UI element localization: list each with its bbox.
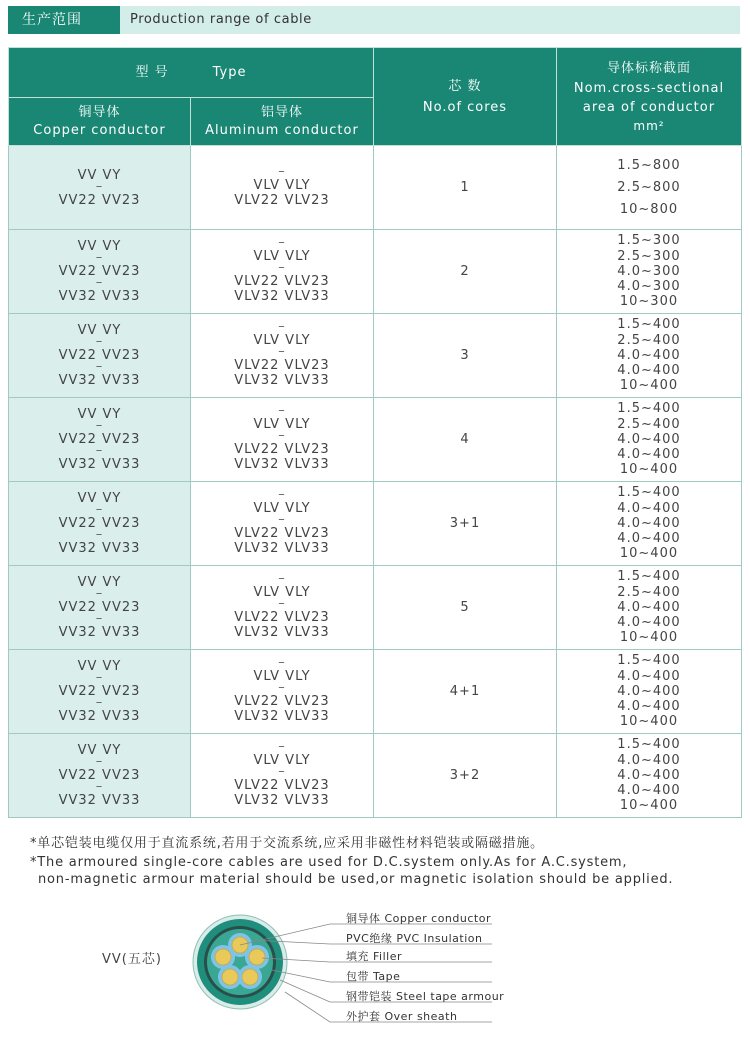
dash-mark: – (95, 418, 104, 433)
copper-model: VV VY (77, 743, 122, 758)
section-range: 1.5~400 (617, 569, 681, 585)
aluminum-header: 铝导体 Aluminum conductor (191, 98, 374, 146)
table-row (9, 146, 742, 230)
copper-model: VV22 VV23 (58, 768, 141, 783)
aluminum-model: VLV22 VLV23 (234, 778, 330, 793)
aluminum-model: VLV32 VLV33 (234, 709, 330, 724)
section-range: 2.5~800 (617, 179, 681, 195)
dash-mark: – (95, 275, 104, 290)
copper-model: VV22 VV23 (58, 600, 141, 615)
callout-label: 外护套 Over sheath (346, 1010, 458, 1023)
table-row (9, 566, 742, 650)
aluminum-cell (191, 314, 374, 398)
copper-model: VV VY (77, 659, 122, 674)
section-range: 1.5~800 (617, 157, 681, 173)
section-range: 4.0~400 (617, 500, 681, 516)
aluminum-model: VLV VLY (253, 753, 311, 768)
section-range: 10~300 (619, 294, 679, 310)
copper-model: VV VY (77, 167, 122, 183)
dash-mark: – (278, 739, 286, 754)
note-cn: *单芯铠装电缆仅用于直流系统,若用于交流系统,应采用非磁性材料铠装或隔磁措施。 (30, 836, 544, 851)
cores-cell: 4+1 (374, 650, 557, 734)
copper-cell (9, 230, 191, 314)
section-range: 2.5~300 (617, 248, 681, 264)
aluminum-model: VLV VLY (253, 585, 311, 600)
aluminum-model: VLV VLY (253, 249, 311, 264)
section-range: 4.0~300 (617, 263, 681, 279)
aluminum-model: VLV22 VLV23 (234, 358, 330, 373)
copper-cell (9, 398, 191, 482)
copper-model: VV VY (77, 323, 122, 338)
section-cell (557, 566, 742, 650)
aluminum-cell (191, 734, 374, 818)
section-range: 10~400 (619, 798, 679, 814)
aluminum-model: VLV32 VLV33 (234, 457, 330, 472)
dash-mark: – (95, 334, 104, 349)
copper-model: VV22 VV23 (58, 684, 141, 699)
callout-label: 钢带铠装 Steel tape armour (346, 990, 505, 1003)
section-subtitle: Production range of cable (130, 12, 312, 27)
section-header-cell: 导体标称截面 Nom.cross-sectional area of conductor mm² (557, 48, 742, 146)
section-range: 4.0~400 (617, 447, 681, 463)
aluminum-model: VLV22 VLV23 (234, 526, 330, 541)
copper-cell (9, 482, 191, 566)
dash-mark: – (278, 163, 286, 179)
section-cell (557, 314, 742, 398)
section-range: 4.0~400 (617, 615, 681, 631)
copper-header: 铜导体 Copper conductor (9, 98, 191, 146)
section-cell (557, 650, 742, 734)
section-cell (557, 398, 742, 482)
conductor-4 (222, 969, 238, 985)
aluminum-cell (191, 146, 374, 230)
aluminum-model: VLV32 VLV33 (234, 373, 330, 388)
section-range: 10~400 (619, 546, 679, 562)
dash-mark: – (278, 319, 286, 334)
aluminum-model: VLV32 VLV33 (234, 541, 330, 556)
aluminum-cell (191, 482, 374, 566)
section-cell (557, 146, 742, 230)
copper-model: VV22 VV23 (58, 348, 141, 363)
section-range: 4.0~400 (617, 783, 681, 799)
table-row (9, 650, 742, 734)
aluminum-model: VLV22 VLV23 (234, 192, 330, 208)
table-row (9, 482, 742, 566)
aluminum-model: VLV32 VLV33 (234, 793, 330, 808)
section-range: 1.5~400 (617, 485, 681, 501)
dash-mark: – (278, 428, 286, 443)
section-cell (557, 482, 742, 566)
conductor-3 (242, 969, 258, 985)
section-range: 4.0~400 (617, 431, 681, 447)
aluminum-model: VLV VLY (253, 501, 311, 516)
dash-mark: – (95, 695, 104, 710)
section-range: 4.0~400 (617, 515, 681, 531)
aluminum-cell (191, 650, 374, 734)
section-range: 4.0~400 (617, 531, 681, 547)
dash-mark: – (278, 571, 286, 586)
copper-cell (9, 146, 191, 230)
section-range: 4.0~400 (617, 363, 681, 379)
aluminum-model: VLV22 VLV23 (234, 694, 330, 709)
table-row (9, 734, 742, 818)
cores-cell: 3+1 (374, 482, 557, 566)
dash-mark: – (278, 344, 286, 359)
cores-cell: 5 (374, 566, 557, 650)
aluminum-model: VLV32 VLV33 (234, 625, 330, 640)
section-range: 4.0~400 (617, 699, 681, 715)
conductor-5 (215, 949, 231, 965)
section-range: 10~800 (619, 201, 679, 217)
dash-mark: – (278, 764, 286, 779)
aluminum-cell (191, 398, 374, 482)
aluminum-cell (191, 566, 374, 650)
section-cell (557, 230, 742, 314)
dash-mark: – (278, 680, 286, 695)
cores-cell: 2 (374, 230, 557, 314)
copper-model: VV32 VV33 (58, 373, 141, 388)
diagram-label: VV(五芯) (102, 952, 162, 967)
aluminum-model: VLV22 VLV23 (234, 610, 330, 625)
dash-mark: – (95, 670, 104, 685)
copper-model: VV VY (77, 575, 122, 590)
section-range: 10~400 (619, 462, 679, 478)
copper-cell (9, 314, 191, 398)
section-range: 4.0~400 (617, 599, 681, 615)
copper-model: VV VY (77, 491, 122, 506)
dash-mark: – (278, 487, 286, 502)
table-row (9, 230, 742, 314)
copper-model: VV32 VV33 (58, 541, 141, 556)
aluminum-model: VLV32 VLV33 (234, 289, 330, 304)
aluminum-model: VLV22 VLV23 (234, 442, 330, 457)
dash-mark: – (278, 403, 286, 418)
dash-mark: – (95, 527, 104, 542)
dash-mark: – (278, 512, 286, 527)
section-range: 10~400 (619, 630, 679, 646)
section-header (8, 6, 740, 34)
table-row (9, 398, 742, 482)
copper-model: VV VY (77, 239, 122, 254)
section-range: 2.5~400 (617, 332, 681, 348)
section-cell (557, 734, 742, 818)
copper-model: VV22 VV23 (58, 264, 141, 279)
copper-model: VV32 VV33 (58, 457, 141, 472)
cores-header: 芯 数 No.of cores (374, 48, 557, 146)
aluminum-model: VLV VLY (253, 417, 311, 432)
section-range: 1.5~400 (617, 737, 681, 753)
note-en-1: *The armoured single-core cables are used for D.C.system only.As for A.C.system, (30, 855, 628, 870)
callout-label: PVC绝缘 PVC Insulation (346, 932, 483, 945)
cores-cell: 4 (374, 398, 557, 482)
section-range: 4.0~400 (617, 668, 681, 684)
copper-model: VV32 VV33 (58, 709, 141, 724)
section-range: 2.5~400 (617, 416, 681, 432)
dash-mark: – (95, 359, 104, 374)
section-range: 4.0~400 (617, 683, 681, 699)
section-range: 4.0~400 (617, 752, 681, 768)
section-range: 4.0~400 (617, 347, 681, 363)
dash-mark: – (278, 260, 286, 275)
cores-cell: 3 (374, 314, 557, 398)
copper-model: VV22 VV23 (58, 516, 141, 531)
copper-cell (9, 566, 191, 650)
note-en-2: non-magnetic armour material should be used,or magnetic isolation should be applied. (38, 872, 674, 887)
section-range: 4.0~300 (617, 279, 681, 295)
cores-cell: 3+2 (374, 734, 557, 818)
cores-cell: 1 (374, 146, 557, 230)
aluminum-cell (191, 230, 374, 314)
dash-mark: – (95, 611, 104, 626)
conductor-2 (249, 949, 265, 965)
dash-mark: – (95, 443, 104, 458)
section-range: 1.5~400 (617, 653, 681, 669)
dash-mark: – (95, 586, 104, 601)
copper-cell (9, 734, 191, 818)
aluminum-model: VLV VLY (253, 177, 311, 193)
copper-model: VV22 VV23 (58, 432, 141, 447)
dash-mark: – (278, 596, 286, 611)
production-range-table (8, 47, 742, 818)
section-range: 4.0~400 (617, 767, 681, 783)
copper-model: VV32 VV33 (58, 793, 141, 808)
copper-model: VV22 VV23 (58, 192, 141, 208)
dash-mark: – (95, 779, 104, 794)
dash-mark: – (95, 178, 104, 194)
section-range: 10~400 (619, 378, 679, 394)
type-header: 型 号 Type (9, 48, 374, 98)
section-range: 1.5~300 (617, 233, 681, 249)
copper-model: VV VY (77, 407, 122, 422)
section-range: 1.5~400 (617, 401, 681, 417)
callout-label: 填充 Filler (346, 950, 402, 963)
dash-mark: – (95, 754, 104, 769)
aluminum-model: VLV VLY (253, 669, 311, 684)
copper-cell (9, 650, 191, 734)
section-range: 2.5~400 (617, 584, 681, 600)
copper-model: VV32 VV33 (58, 289, 141, 304)
section-title: 生产范围 (8, 6, 120, 34)
dash-mark: – (278, 655, 286, 670)
callout-label: 包带 Tape (346, 970, 401, 983)
dash-mark: – (95, 250, 104, 265)
aluminum-model: VLV22 VLV23 (234, 274, 330, 289)
callout-label: 铜导体 Copper conductor (346, 912, 491, 925)
section-range: 1.5~400 (617, 317, 681, 333)
section-range: 10~400 (619, 714, 679, 730)
table-row (9, 314, 742, 398)
copper-model: VV32 VV33 (58, 625, 141, 640)
aluminum-model: VLV VLY (253, 333, 311, 348)
dash-mark: – (278, 235, 286, 250)
dash-mark: – (95, 502, 104, 517)
